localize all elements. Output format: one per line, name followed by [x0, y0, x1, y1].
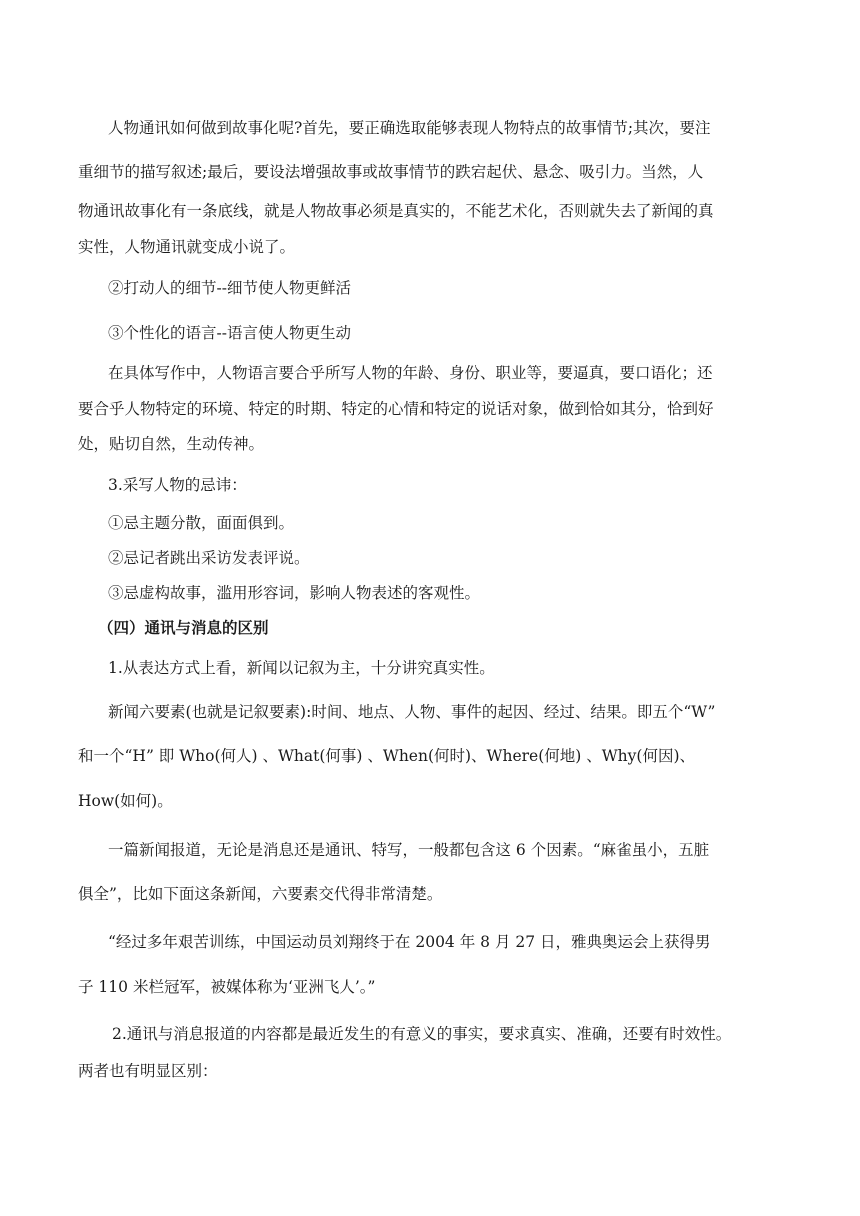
paragraph-line: 2.通讯与消息报道的内容都是最近发生的有意义的事实，要求真实、准确，还要有时效性。	[112, 1025, 732, 1043]
quote-line: 子 110 米栏冠军，被媒体称为‘亚洲飞人’。”	[78, 978, 376, 996]
paragraph-line: 俱全”，比如下面这条新闻，六要素交代得非常清楚。	[78, 885, 443, 903]
paragraph-line: 1.从表达方式上看，新闻以记叙为主，十分讲究真实性。	[108, 659, 495, 677]
paragraph-line: 处，贴切自然，生动传神。	[78, 435, 265, 453]
quote-line: “经过多年艰苦训练，中国运动员刘翔终于在 2004 年 8 月 27 日，雅典奥运会上获得男	[108, 933, 711, 951]
paragraph-line: 两者也有明显区别：	[78, 1062, 218, 1080]
paragraph-line: 重细节的描写叙述;最后，要设法增强故事或故事情节的跌宕起伏、悬念、吸引力。当然，人	[78, 163, 704, 181]
paragraph-line: How(如何)。	[78, 792, 173, 810]
paragraph-line: 新闻六要素(也就是记叙要素):时间、地点、人物、事件的起因、经过、结果。即五个“W”	[108, 703, 716, 721]
section-title: （四）通讯与消息的区别	[98, 618, 269, 637]
list-item: ①忌主题分散，面面俱到。	[108, 514, 295, 532]
section-heading: 3.采写人物的忌讳：	[108, 476, 247, 494]
paragraph-line: 一篇新闻报道，无论是消息还是通讯、特写，一般都包含这 6 个因素。“麻雀虽小，五脏	[108, 841, 710, 859]
paragraph-line: 实性，人物通讯就变成小说了。	[78, 238, 296, 256]
paragraph-line: 在具体写作中，人物语言要合乎所写人物的年龄、身份、职业等，要逼真，要口语化；还	[108, 364, 713, 382]
paragraph-line: 物通讯故事化有一条底线，就是人物故事必须是真实的，不能艺术化，否则就失去了新闻的真	[78, 202, 714, 220]
paragraph-line: 和一个“H” 即 Who(何人) 、What(何事) 、When(何时)、Where(何地) 、Why(何因)、	[78, 747, 696, 765]
paragraph-line: 要合乎人物特定的环境、特定的时期、特定的心情和特定的说话对象，做到恰如其分，恰到好	[78, 400, 714, 418]
paragraph-line: 人物通讯如何做到故事化呢?首先，要正确选取能够表现人物特点的故事情节;其次，要注	[108, 119, 711, 137]
list-item: ②忌记者跳出采访发表评说。	[108, 549, 310, 567]
list-item-language: ③个性化的语言--语言使人物更生动	[108, 324, 351, 342]
list-item: ③忌虚构故事，滥用形容词，影响人物表述的客观性。	[108, 584, 481, 602]
list-item-detail: ②打动人的细节--细节使人物更鲜活	[108, 279, 351, 297]
